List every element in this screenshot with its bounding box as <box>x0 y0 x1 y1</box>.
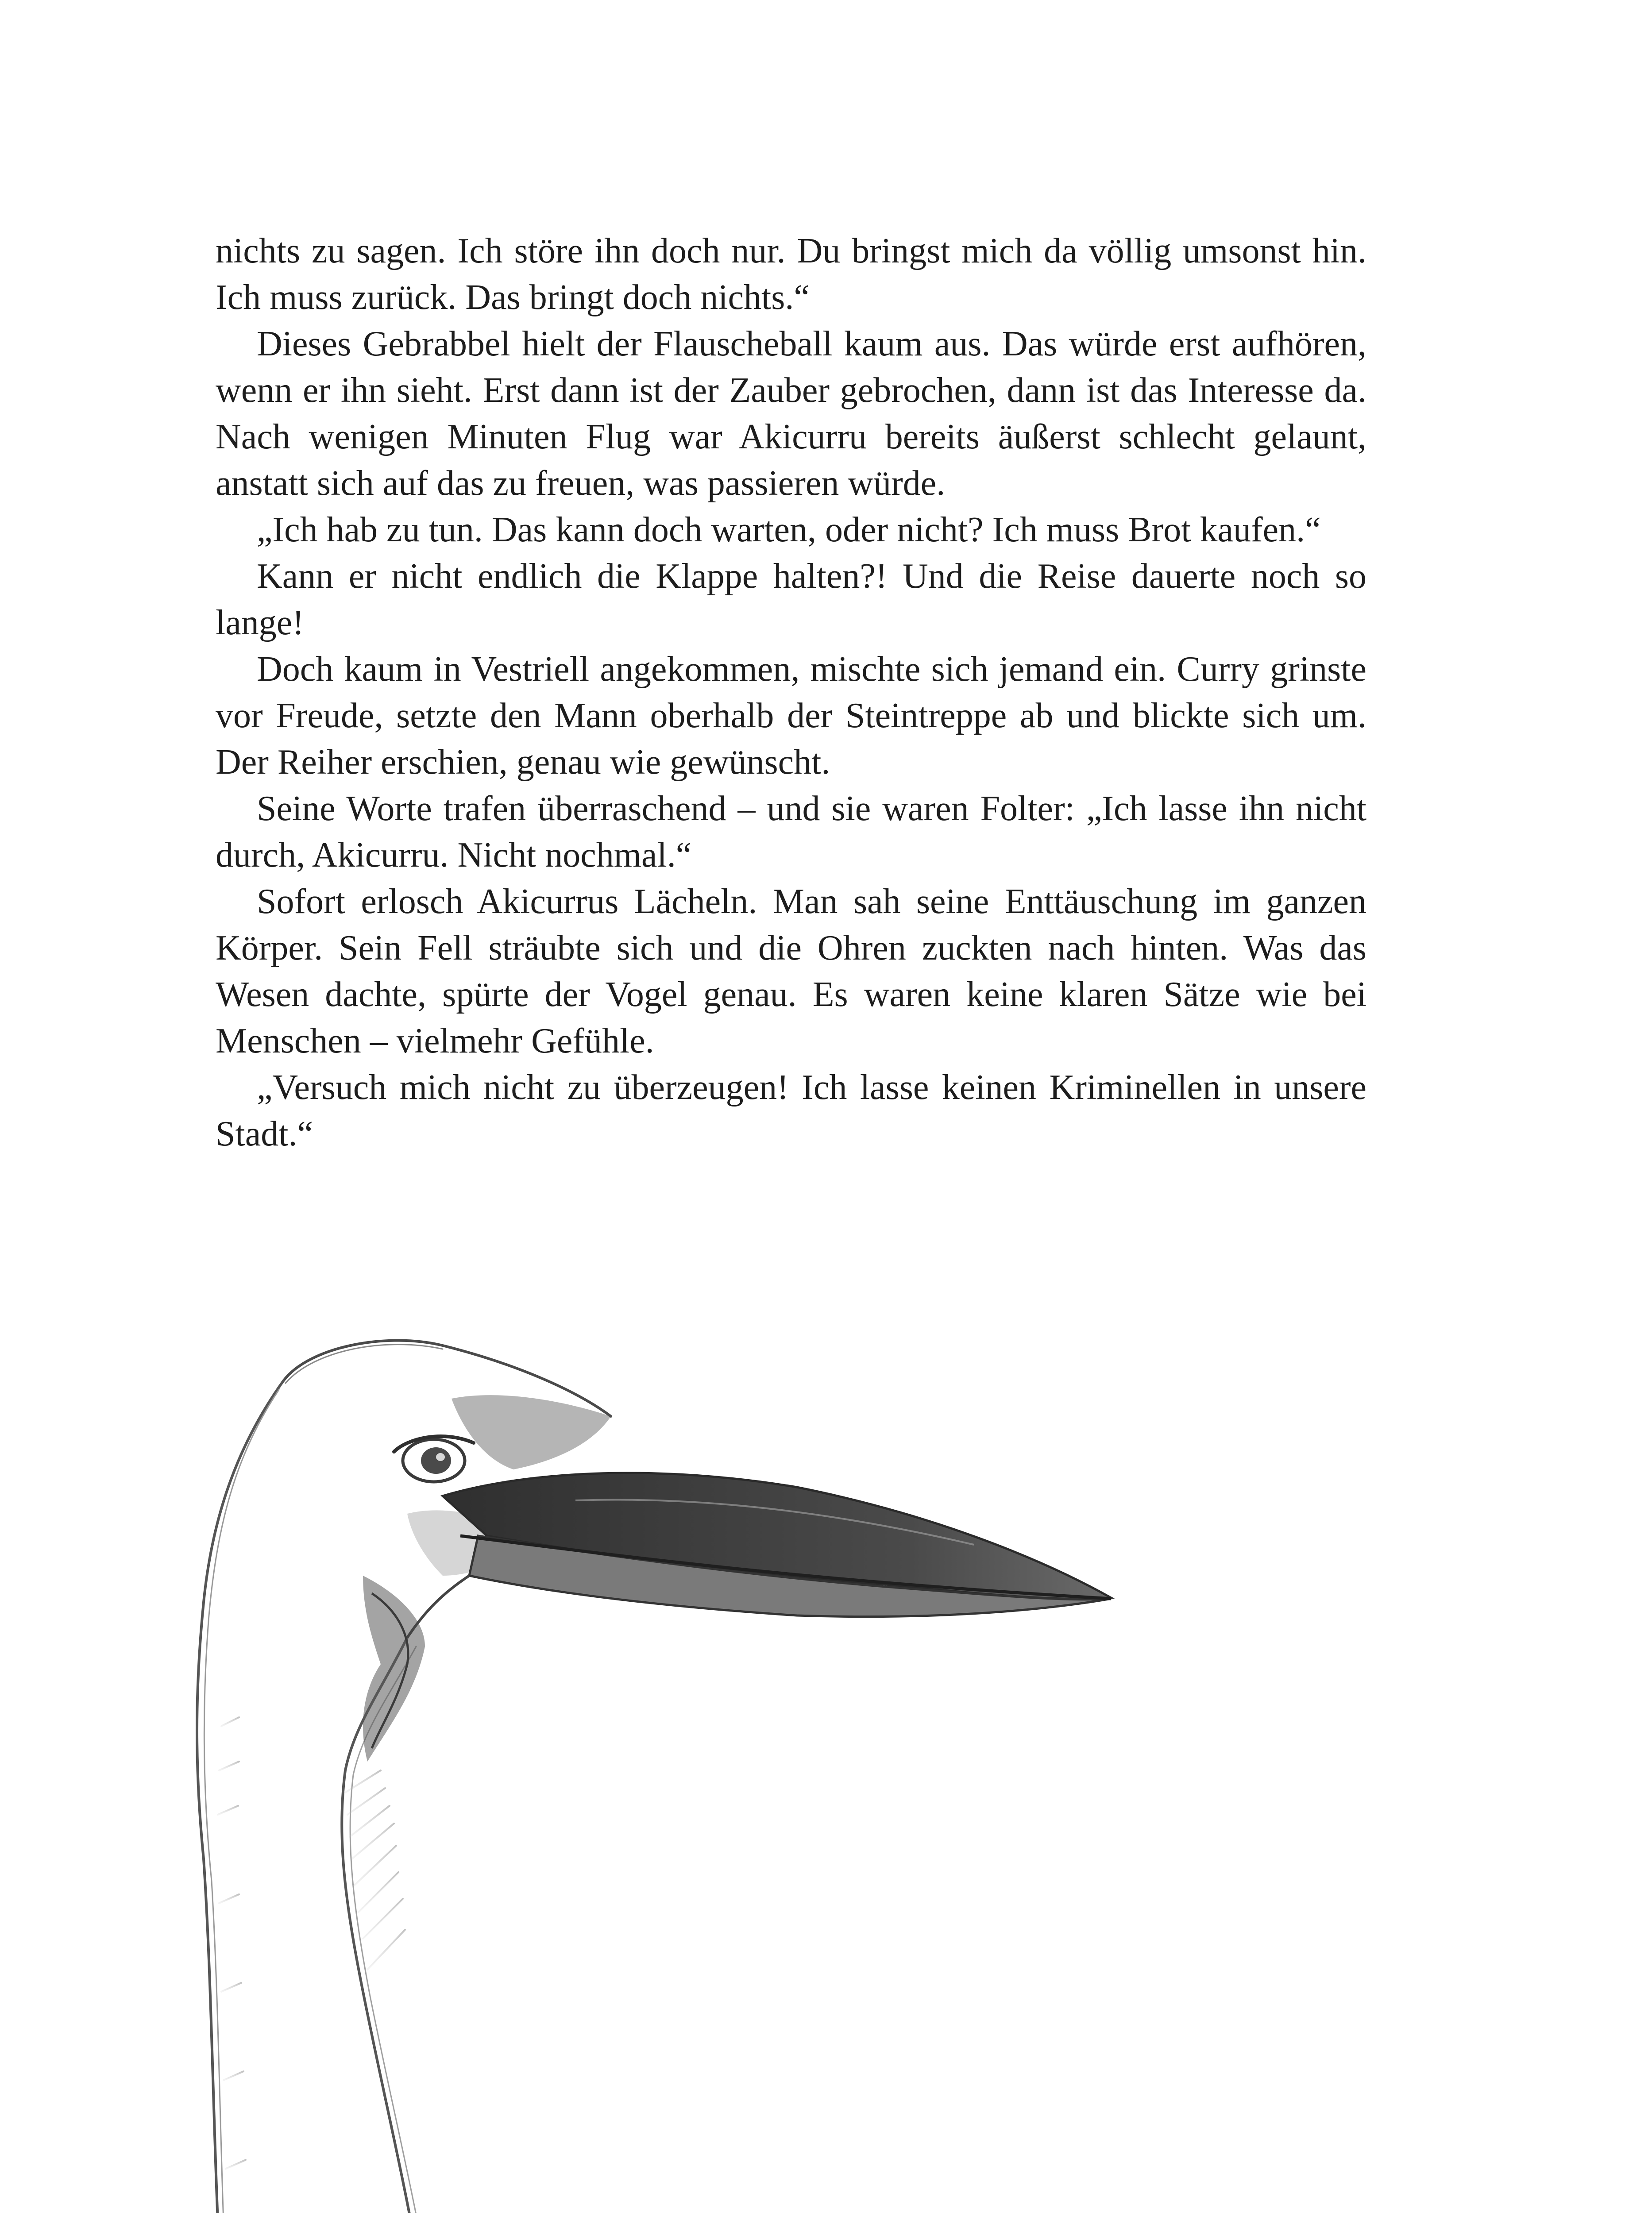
heron-sketch-illustration <box>177 1328 1231 2213</box>
paragraph-6: Seine Worte trafen überraschend – und sie waren Folter: „Ich lasse ihn nicht durch, Akicurru. Nicht nochmal.“ <box>216 789 1366 875</box>
paragraph-2: Dieses Gebrabbel hielt der Flauscheball kaum aus. Das würde erst aufhören, wenn er ihn sieht. Erst dann ist der Zauber gebrochen, dann ist das Interesse da. Nach wenigen Minuten Flug war Akicurru bereits äußerst schlecht gelaunt, anstatt sich auf das zu freuen, was passieren würde. <box>216 324 1366 503</box>
body-text <box>216 228 1366 1157</box>
paragraph-8: „Versuch mich nicht zu überzeugen! Ich lasse keinen Kriminellen in unsere Stadt.“ <box>216 1068 1366 1153</box>
paragraph-1: nichts zu sagen. Ich störe ihn doch nur. Du bringst mich da völlig umsonst hin. Ich muss zurück. Das bringt doch nichts.“ <box>216 231 1366 317</box>
paragraph-7: Sofort erlosch Akicurrus Lächeln. Man sah seine Enttäuschung im ganzen Körper. Sein Fell sträubte sich und die Ohren zuckten nach hinten. Was das Wesen dachte, spürte der Vogel genau. Es waren keine klaren Sätze wie bei Menschen – vielmehr Gefühle. <box>216 882 1366 1060</box>
paragraph-5: Doch kaum in Vestriell angekommen, mischte sich jemand ein. Curry grinste vor Freude, setzte den Mann oberhalb der Steintreppe ab und blickte sich um. Der Reiher erschien, genau wie gewünscht. <box>216 650 1366 782</box>
paragraph-4: Kann er nicht endlich die Klappe halten?! Und die Reise dauerte noch so lange! <box>216 557 1366 642</box>
paragraph-3: „Ich hab zu tun. Das kann doch warten, oder nicht? Ich muss Brot kaufen.“ <box>257 510 1321 549</box>
heron-sketch-icon <box>177 1328 1231 2213</box>
